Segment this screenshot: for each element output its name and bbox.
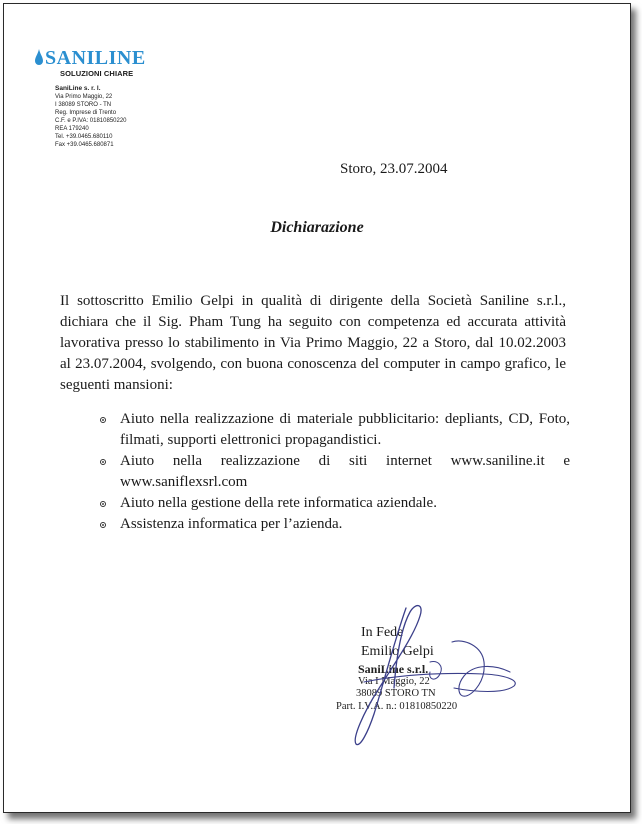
duty-text: Aiuto nella realizzazione di siti internet www.saniline.it e www.saniflexsrl.com <box>120 453 570 490</box>
duty-text: Assistenza informatica per l’azienda. <box>120 516 343 532</box>
water-drop-icon <box>34 48 44 68</box>
closing-phrase: In Fede <box>361 625 404 640</box>
duty-item <box>92 409 570 451</box>
logo-wordmark: SANILINE <box>45 47 146 69</box>
stamp-street: Via I Maggio, 22 <box>358 675 430 687</box>
company-logo <box>34 42 174 78</box>
duty-item <box>92 514 570 535</box>
company-street: Via Primo Maggio, 22 <box>55 94 113 100</box>
duty-text: Aiuto nella realizzazione di materiale pubblicitario: depliants, CD, Foto, filmati, supporti elettronici propagandistici. <box>120 411 570 448</box>
signature-closing-block <box>361 623 434 661</box>
bullet-icon <box>100 459 106 465</box>
company-name: SaniLine s. r. l. <box>55 85 101 92</box>
company-fax: Fax +39.0465.680871 <box>55 142 114 148</box>
duty-text: Aiuto nella gestione della rete informatica aziendale. <box>120 495 437 511</box>
signer-name: Emilio Gelpi <box>361 644 434 659</box>
bullet-icon <box>100 501 106 507</box>
letter-body: Il sottoscritto Emilio Gelpi in qualità di dirigente della Società Saniline s.r.l., dichiara che il Sig. Pham Tung ha seguito con competenza ed accurata attività lavorativa presso lo stabilimento in Via Primo Maggio, 22 a Storo, dal 10.02.2003 al 23.07.2004, svolgendo, con buona conoscenza del computer in campo grafico, le seguenti mansioni: <box>60 293 566 393</box>
stamp-vat-number: Part. I.V.A. n.: 01810850220 <box>336 700 458 712</box>
duty-item <box>92 451 570 493</box>
logo-tagline: SOLUZIONI CHIARE <box>60 69 134 78</box>
stamp-company-name: SaniLine s.r.l. <box>358 662 429 676</box>
letter-date: Storo, 23.07.2004 <box>340 161 448 177</box>
company-city: I 38089 STORO - TN <box>55 102 112 108</box>
letter-title: Dichiarazione <box>270 219 364 236</box>
bullet-icon <box>100 522 106 528</box>
bullet-icon <box>100 417 106 423</box>
company-registry: Reg. Imprese di Trento <box>55 110 117 116</box>
company-stamp <box>336 663 457 713</box>
duty-item <box>92 493 570 514</box>
letter-page <box>3 3 631 813</box>
logo-mark <box>34 42 174 68</box>
company-address-block <box>55 85 127 149</box>
stamp-city: 38089 STORO TN <box>356 688 436 699</box>
duties-list <box>92 409 570 535</box>
company-rea: REA 179240 <box>55 126 89 132</box>
company-vat: C.F. e P.IVA: 01810850220 <box>55 118 127 124</box>
company-phone: Tel. +39.0465.680110 <box>55 134 113 140</box>
